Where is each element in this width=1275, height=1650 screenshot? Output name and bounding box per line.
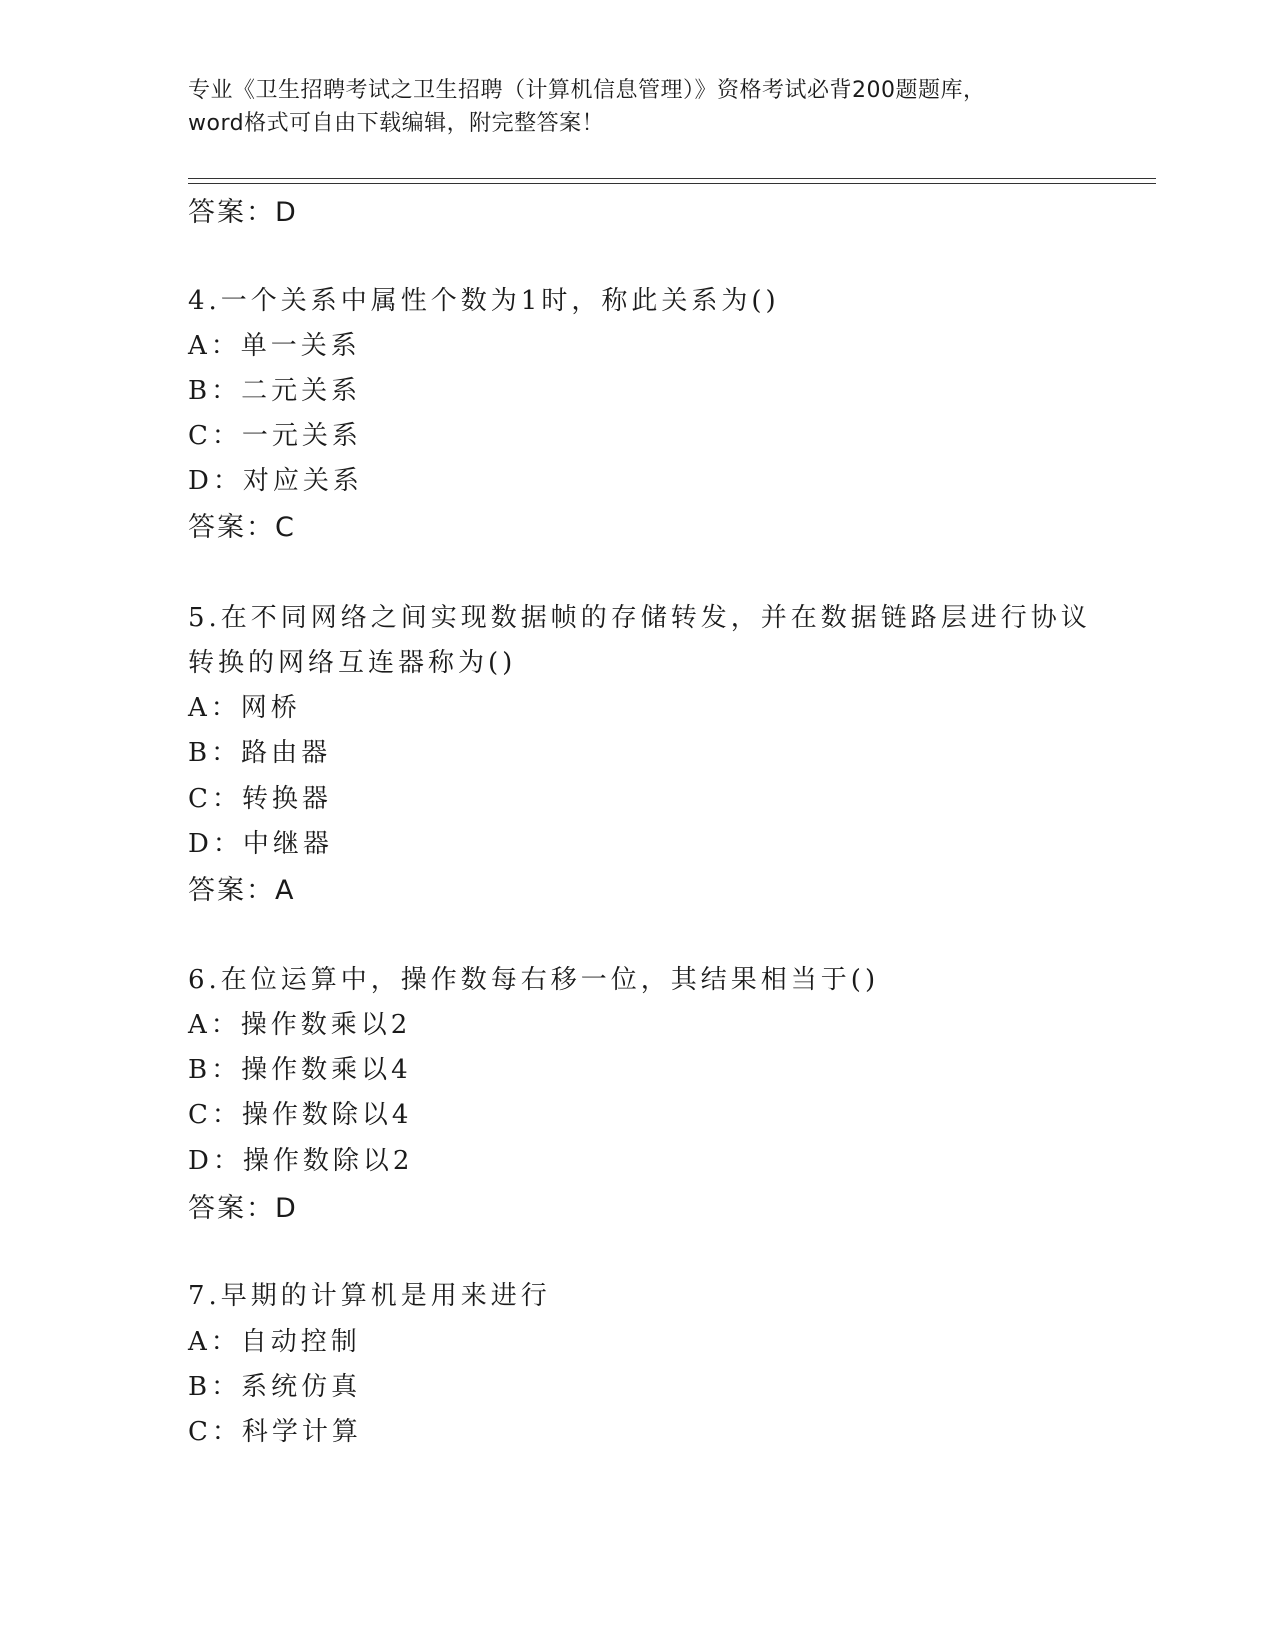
answer-line: 答案：C xyxy=(188,512,296,543)
header-line-1: 专业《卫生招聘考试之卫生招聘（计算机信息管理）》资格考试必背200题题库， xyxy=(188,78,986,103)
option-line: B：系统仿真 xyxy=(188,1372,362,1402)
option-line: C：转换器 xyxy=(188,784,332,814)
option-line: A：网桥 xyxy=(188,693,301,723)
answer-line: 答案：A xyxy=(188,875,296,906)
page-header xyxy=(188,74,1088,140)
option-line: C：操作数除以4 xyxy=(188,1100,413,1130)
option-line: A：操作数乘以2 xyxy=(188,1010,412,1040)
question-5: 5.在不同网络之间实现数据帧的存储转发，并在数据链路层进行协议 xyxy=(188,603,1091,633)
option-line: A：自动控制 xyxy=(188,1327,361,1357)
option-line: B：路由器 xyxy=(188,738,332,768)
option-line: B：二元关系 xyxy=(188,376,362,406)
question-6: 6.在位运算中，操作数每右移一位，其结果相当于() xyxy=(188,965,880,995)
header-double-rule xyxy=(188,178,1156,184)
option-line: D：对应关系 xyxy=(188,466,363,496)
answer-line: 答案：D xyxy=(188,1193,298,1224)
option-line: B：操作数乘以4 xyxy=(188,1055,412,1085)
option-line: A：单一关系 xyxy=(188,331,361,361)
option-line: C：一元关系 xyxy=(188,421,362,451)
option-line: D：中继器 xyxy=(188,829,333,859)
question-5-continued: 转换的网络互连器称为() xyxy=(188,648,517,678)
option-line: D：操作数除以2 xyxy=(188,1146,414,1176)
question-7: 7.早期的计算机是用来进行 xyxy=(188,1281,551,1311)
header-line-2: word格式可自由下载编辑，附完整答案！ xyxy=(188,111,605,136)
option-line: C：科学计算 xyxy=(188,1417,362,1447)
question-4: 4.一个关系中属性个数为1时，称此关系为() xyxy=(188,286,780,316)
answer-line: 答案：D xyxy=(188,197,298,228)
